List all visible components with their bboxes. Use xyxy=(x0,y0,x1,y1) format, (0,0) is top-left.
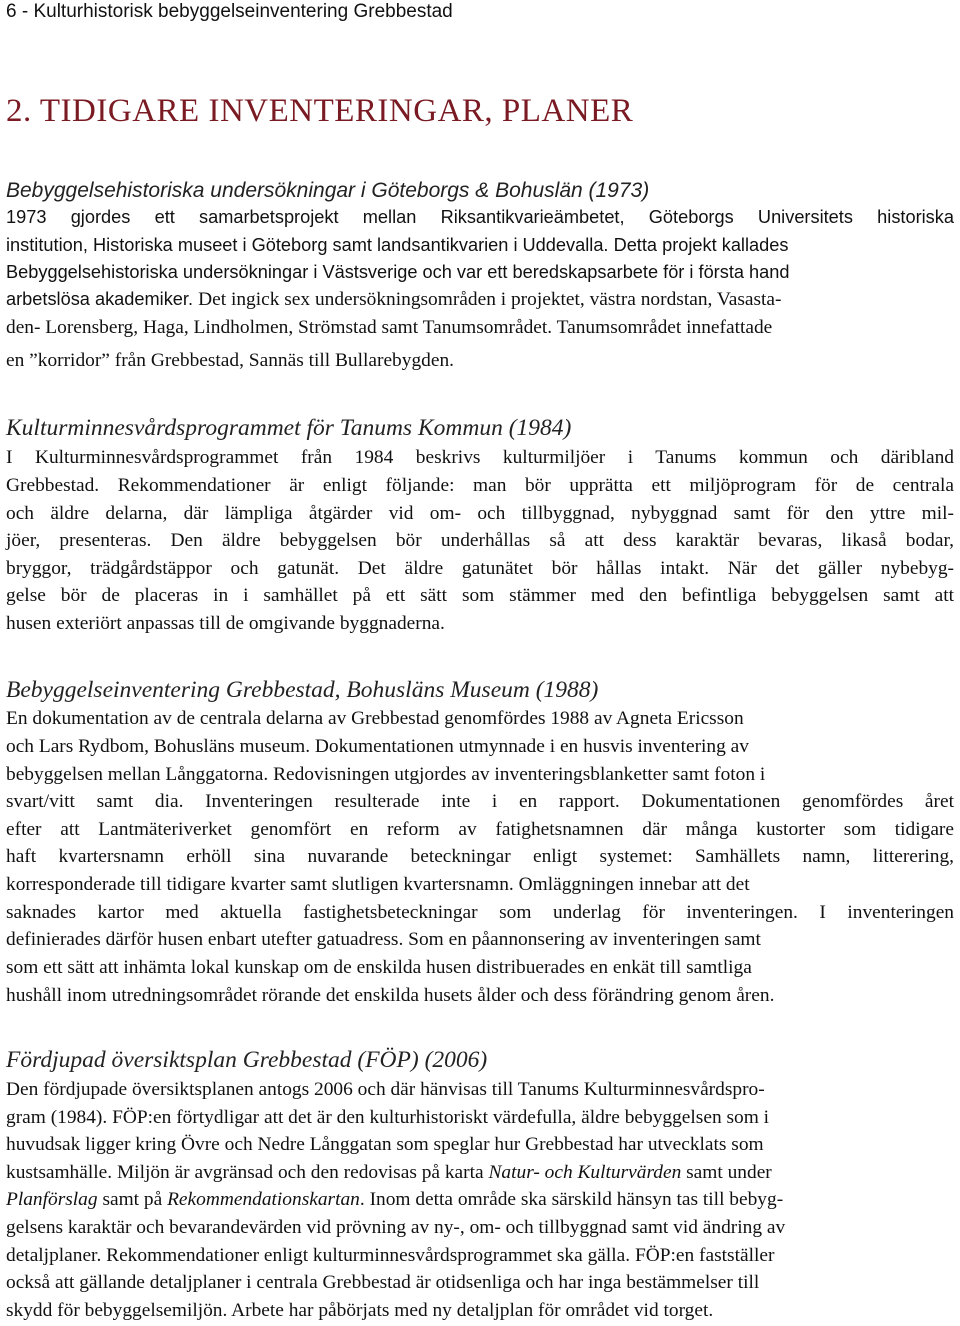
paragraph-line: Bebyggelsehistoriska undersökningar i Västsverige och var ett beredskapsarbete för i första hand xyxy=(6,262,790,282)
paragraph-line: som ett sätt att inhämta lokal kunskap om de enskilda husen distribuerades en enkät till samtliga xyxy=(6,957,752,978)
paragraph-line: gelsens karaktär och bevarandevärden vid prövning av ny-, om- och tillbyggnad samt vid ändring av xyxy=(6,1217,786,1238)
paragraph-line: gram (1984). FÖP:en förtydligar att det är den kulturhistoriskt värdefulla, äldre bebyggelsen som i xyxy=(6,1107,770,1128)
paragraph-line: Den fördjupade översiktsplanen antogs 2006 och där hänvisas till Tanums Kulturminnesvårdspro- xyxy=(6,1079,765,1100)
paragraph-line: En dokumentation av de centrala delarna av Grebbestad genomfördes 1988 av Agneta Ericsson xyxy=(6,708,744,729)
map-title-rekommendation: Rekommendationskartan xyxy=(167,1189,360,1210)
paragraph-line: gelse bör de placeras in i samhället på ett sätt som stämmer med den befintliga bebyggelsen samt att xyxy=(6,585,954,606)
paragraph-line: huvudsak ligger kring Övre och Nedre Långgatan som speglar hur Grebbestad har utvecklats som xyxy=(6,1134,764,1155)
map-title-planforslag: Planförslag xyxy=(6,1189,98,1210)
paragraph-line: saknades kartor med aktuella fastighetsbeteckningar som underlag för inventeringen. I inventeringen xyxy=(6,902,954,923)
running-header: 6 - Kulturhistorisk bebyggelseinventering Grebbestad xyxy=(6,1,453,22)
paragraph-line: bebyggelsen mellan Långgatorna. Redovisningen utgjordes av inventeringsblanketter samt foton i xyxy=(6,764,766,785)
paragraph-line: bryggor, trädgårdstäppor och gatunät. Det äldre gatunätet bör hållas intakt. När det gäller nybebyg- xyxy=(6,558,954,579)
paragraph-line: jöer, presenteras. Den äldre bebyggelsen bör underhållas så att dess karaktär bevaras, likaså bodar, xyxy=(6,530,954,551)
paragraph-line: detaljplaner. Rekommendationer enligt kulturminnesvårdsprogrammet ska gälla. FÖP:en fastställer xyxy=(6,1245,775,1266)
paragraph-line: kustsamhälle. Miljön är avgränsad och den redovisas på karta Natur- och Kulturvärden samt under xyxy=(6,1162,772,1183)
chapter-title: 2. TIDIGARE INVENTERINGAR, PLANER xyxy=(6,93,634,129)
paragraph-line: en ”korridor” från Grebbestad, Sannäs till Bullarebygden. xyxy=(6,350,454,371)
paragraph-line: I Kulturminnesvårdsprogrammet från 1984 beskrivs kulturmiljöer i Tanums kommun och däribland xyxy=(6,447,954,468)
section-heading: Fördjupad översiktsplan Grebbestad (FÖP) (2006) xyxy=(6,1047,488,1073)
map-title-natur: Natur- och Kulturvärden xyxy=(488,1162,682,1183)
paragraph-line: också att gällande detaljplaner i centrala Grebbestad är otidsenliga och har inga bestämmelser till xyxy=(6,1272,760,1293)
paragraph-line: och äldre delarna, där lämpliga åtgärder vid om- och tillbyggnad, nybyggnad samt för den yttre mil- xyxy=(6,503,954,524)
paragraph-line: 1973 gjordes ett samarbetsprojekt mellan Riksantikvarieämbetet, Göteborgs Universitets historiska xyxy=(6,207,954,227)
section-heading: Bebyggelseinventering Grebbestad, Bohusläns Museum (1988) xyxy=(6,677,599,703)
paragraph-line: husen exteriört anpassas till de omgivande byggnaderna. xyxy=(6,613,445,634)
section-heading: Bebyggelsehistoriska undersökningar i Göteborgs & Bohuslän (1973) xyxy=(6,179,650,202)
paragraph-line: efter att Lantmäteriverket genomfört en reform av fatighetsnamnen där många kustorter som tidigare xyxy=(6,819,954,840)
paragraph-line: arbetslösa akademiker. Det ingick sex undersökningsområden i projektet, västra nordstan, Vasasta- xyxy=(6,289,782,310)
paragraph-line: Grebbestad. Rekommendationer är enligt följande: man bör upprätta ett miljöprogram för de centrala xyxy=(6,475,954,496)
paragraph-line: institution, Historiska museet i Göteborg samt landsantikvarien i Uddevalla. Detta projekt kallades xyxy=(6,235,789,255)
paragraph-line: Planförslag samt på Rekommendationskartan. Inom detta område ska särskild hänsyn tas till bebyg- xyxy=(6,1189,784,1210)
paragraph-line: definierades därför husen enbart utefter gatuadress. Som en påannonsering av inventeringen samt xyxy=(6,929,761,950)
paragraph-line: svart/vitt samt dia. Inventeringen resulterade inte i en rapport. Dokumentationen genomfördes året xyxy=(6,791,954,812)
paragraph-line: och Lars Rydbom, Bohusläns museum. Dokumentationen utmynnade i en husvis inventering av xyxy=(6,736,749,757)
paragraph-line: den- Lorensberg, Haga, Lindholmen, Strömstad samt Tanumsområdet. Tanumsområdet innefattade xyxy=(6,317,773,338)
section-heading: Kulturminnesvårdsprogrammet för Tanums Kommun (1984) xyxy=(6,415,572,441)
paragraph-line: korresponderade till tidigare kvarter samt slutligen kvartersnamn. Omläggningen innebar att det xyxy=(6,874,750,895)
paragraph-line: skydd för bebyggelsemiljön. Arbete har påbörjats med ny detaljplan för området vid torget. xyxy=(6,1300,714,1321)
paragraph-line: hushåll inom utredningsområdet rörande det enskilda husets ålder och dess förändring genom åren. xyxy=(6,985,775,1006)
paragraph-line: haft kvartersnamn erhöll sina nuvarande beteckningar enligt systemet: Samhällets namn, litterering, xyxy=(6,846,954,867)
